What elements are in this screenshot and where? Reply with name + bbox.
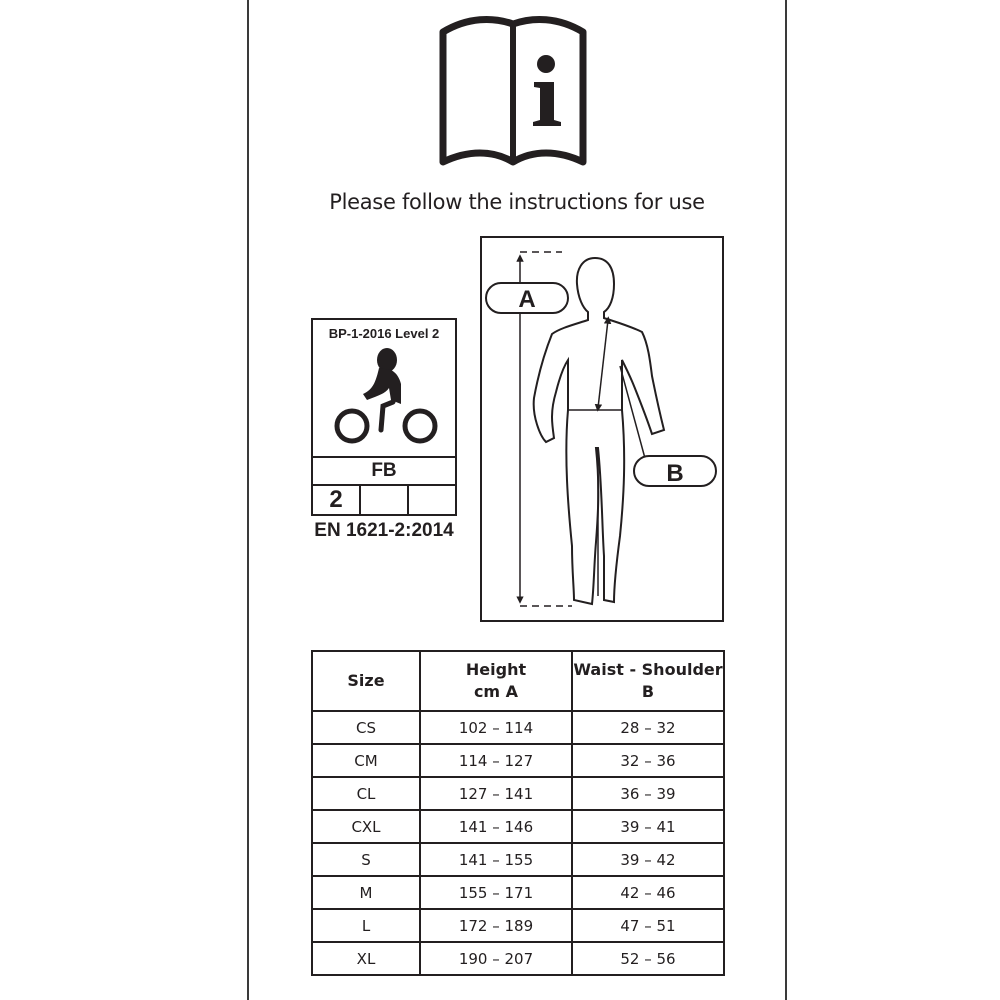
instruction-book-icon [438, 12, 588, 170]
cell-size: M [312, 876, 420, 909]
header-height-line2: cm A [473, 682, 519, 701]
cell-waist: 36 – 39 [572, 777, 724, 810]
cell-height: 127 – 141 [420, 777, 572, 810]
cell-waist: 47 – 51 [572, 909, 724, 942]
cell-size: CM [312, 744, 420, 777]
table-row [312, 810, 724, 843]
header-height [420, 651, 572, 711]
certification-empty-cell [361, 486, 409, 514]
cell-height: 172 – 189 [420, 909, 572, 942]
cell-waist: 42 – 46 [572, 876, 724, 909]
cell-height: 155 – 171 [420, 876, 572, 909]
left-border-line [247, 0, 249, 1000]
table-header-row [312, 651, 724, 711]
certification-code: BP-1-2016 Level 2 [328, 326, 440, 341]
cell-waist: 39 – 42 [572, 843, 724, 876]
cell-height: 190 – 207 [420, 942, 572, 975]
table-row [312, 777, 724, 810]
table-row [312, 909, 724, 942]
header-waist-line1: Waist - Shoulder [573, 660, 723, 679]
cell-size: CL [312, 777, 420, 810]
cell-height: 102 – 114 [420, 711, 572, 744]
cell-size: L [312, 909, 420, 942]
header-size: Size [312, 651, 420, 711]
table-row [312, 843, 724, 876]
header-waist-line2: B [641, 682, 655, 701]
header-height-line1: Height [465, 660, 527, 679]
cell-size: S [312, 843, 420, 876]
certification-level: 2 [313, 486, 361, 514]
cell-waist: 39 – 41 [572, 810, 724, 843]
cell-size: CXL [312, 810, 420, 843]
certification-pictogram-box [311, 318, 457, 458]
motorcyclist-icon [331, 346, 441, 446]
cell-size: CS [312, 711, 420, 744]
right-border-line [785, 0, 787, 1000]
cell-height: 141 – 146 [420, 810, 572, 843]
table-row [312, 942, 724, 975]
size-table [311, 650, 725, 976]
table-row [312, 711, 724, 744]
measurement-label-b: B [666, 460, 684, 487]
cell-waist: 52 – 56 [572, 942, 724, 975]
instruction-text: Please follow the instructions for use [329, 190, 705, 214]
table-row [312, 876, 724, 909]
cell-height: 141 – 155 [420, 843, 572, 876]
measurement-figure [480, 236, 724, 622]
cell-height: 114 – 127 [420, 744, 572, 777]
certification-class: FB [311, 458, 457, 486]
certification-standard: EN 1621-2:2014 [314, 520, 454, 541]
cell-waist: 32 – 36 [572, 744, 724, 777]
certification-label [311, 318, 457, 542]
header-waist-shoulder [572, 651, 724, 711]
cell-waist: 28 – 32 [572, 711, 724, 744]
certification-level-row [311, 486, 457, 516]
certification-empty-cell [409, 486, 455, 514]
cell-size: XL [312, 942, 420, 975]
measurement-label-a: A [518, 286, 536, 313]
table-row [312, 744, 724, 777]
